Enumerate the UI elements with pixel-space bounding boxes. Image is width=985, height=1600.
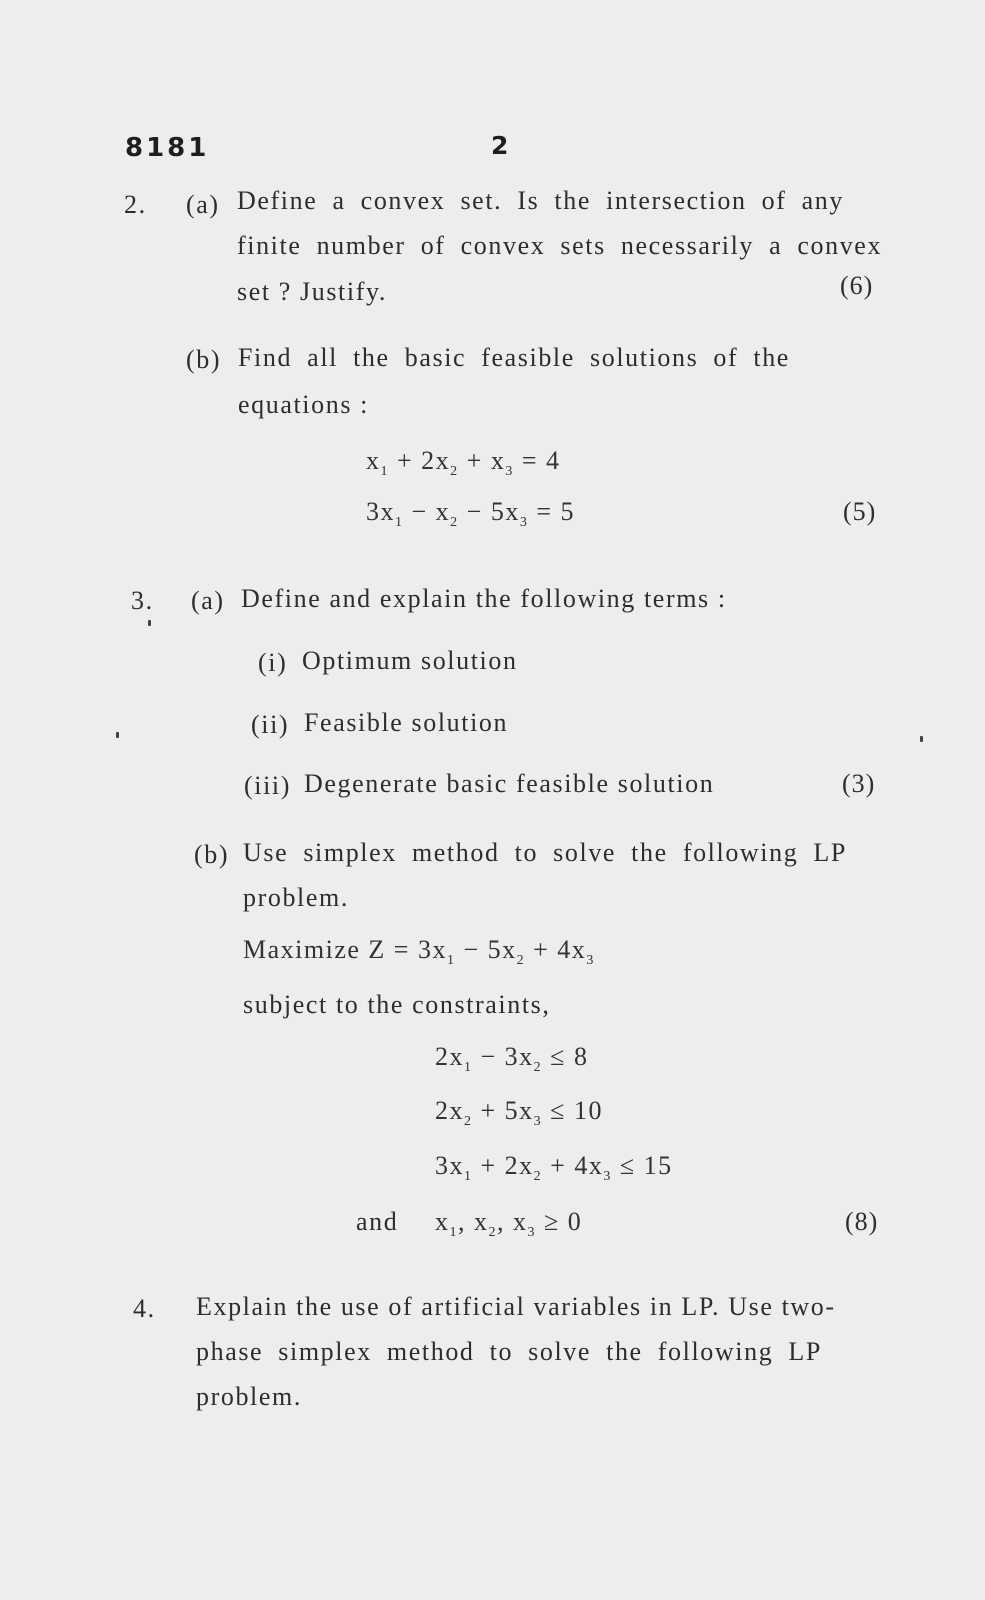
q3b-constraint-1: $2x_1 - 3x_2 \le 8$ <box>435 1042 589 1075</box>
q3b-constraint-2: $2x_2 + 5x_3 \le 10$ <box>435 1096 603 1129</box>
page-number: 2 <box>491 131 509 160</box>
q3b-marks: (8) <box>845 1207 879 1236</box>
q3a-item-i-text: Optimum solution <box>302 646 518 675</box>
q3b-objective: Maximize $Z = 3x_1 - 5x_2 + 4x_3$ <box>243 935 595 968</box>
q3b-constraint-nonneg: $x_1$, $x_2$, $x_3 \ge 0$ <box>435 1207 583 1240</box>
q2b-line-2: equations : <box>238 390 369 419</box>
q2b-label: (b) <box>186 345 222 374</box>
q2a-label: (a) <box>186 190 220 219</box>
question-3-number: 3. <box>131 586 154 615</box>
q3a-item-iii-label: (iii) <box>244 771 291 800</box>
q3a-marks: (3) <box>842 769 876 798</box>
question-2-number: 2. <box>124 190 147 219</box>
q2a-line-2: finite number of convex sets necessarily a convex <box>237 231 883 260</box>
q2a-marks: (6) <box>840 271 874 300</box>
q3b-constraint-3: $3x_1 + 2x_2 + 4x_3 \le 15$ <box>435 1151 673 1184</box>
scan-speck <box>116 732 119 738</box>
q3a-label: (a) <box>191 586 225 615</box>
q3b-line-2: problem. <box>243 883 349 912</box>
q2a-line-1: Define a convex set. Is the intersection of any <box>237 186 844 215</box>
q3a-item-ii-text: Feasible solution <box>304 708 509 737</box>
q3b-and-word: and <box>356 1207 399 1236</box>
q3b-line-1: Use simplex method to solve the following LP <box>243 838 847 867</box>
q4-line-3: problem. <box>196 1382 302 1411</box>
q2a-line-3: set ? Justify. <box>237 277 387 306</box>
scan-speck <box>920 736 923 742</box>
paper-code: 8181 <box>125 133 210 163</box>
question-4-number: 4. <box>133 1294 156 1323</box>
scan-speck <box>148 620 151 626</box>
q2b-equation-2: $3x_1 - x_2 - 5x_3 = 5$ <box>366 497 576 530</box>
q4-line-1: Explain the use of artificial variables in LP. Use two- <box>196 1292 836 1321</box>
q3b-label: (b) <box>194 840 230 869</box>
q3a-line-1: Define and explain the following terms : <box>241 584 727 613</box>
q2b-marks: (5) <box>843 497 877 526</box>
q3a-item-ii-label: (ii) <box>251 710 290 739</box>
q3a-item-iii-text: Degenerate basic feasible solution <box>304 769 715 798</box>
q4-line-2: phase simplex method to solve the following LP <box>196 1337 822 1366</box>
q3a-item-i-label: (i) <box>258 648 288 677</box>
q2b-equation-1: $x_1 + 2x_2 + x_3 = 4$ <box>366 446 561 479</box>
q3b-subject-to: subject to the constraints, <box>243 990 551 1019</box>
q2b-line-1: Find all the basic feasible solutions of the <box>238 343 790 372</box>
